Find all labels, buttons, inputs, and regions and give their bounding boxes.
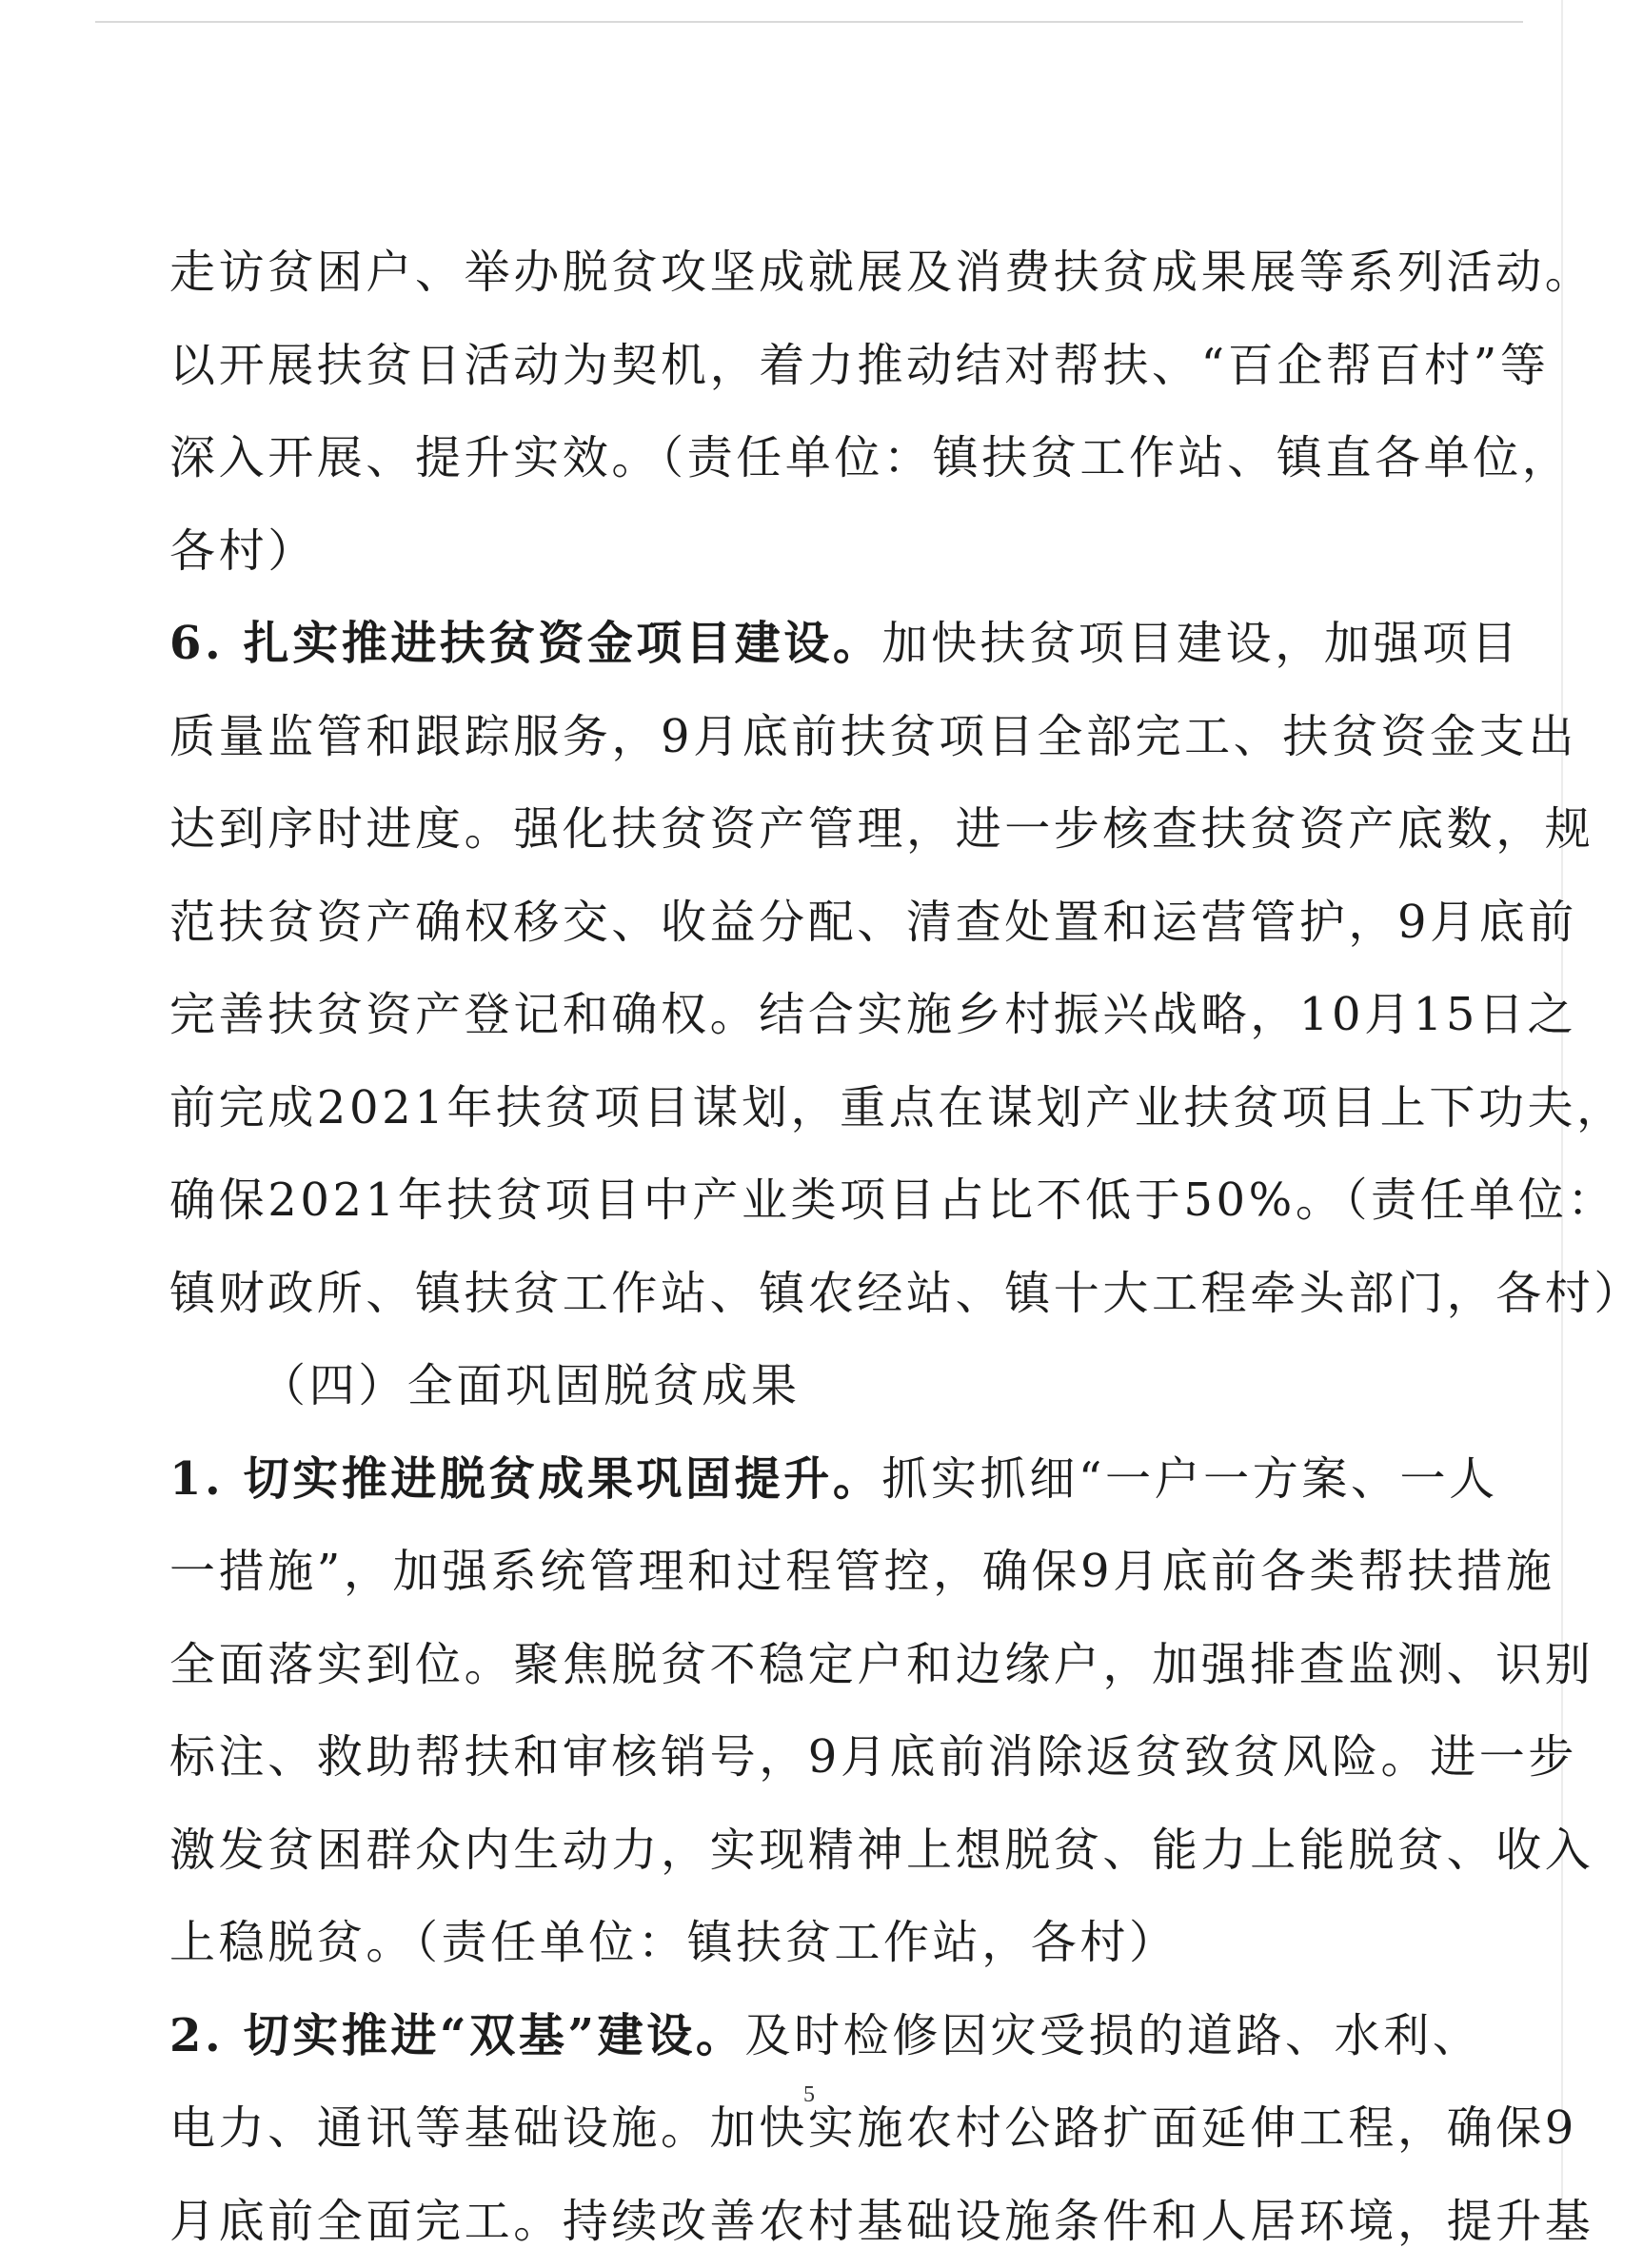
body-line bbox=[169, 1897, 1403, 1990]
item-2-heading: 2. 切实推进“双基”建设。 bbox=[169, 2009, 744, 2062]
body-line bbox=[169, 969, 1403, 1062]
line-text: 标注、救助帮扶和审核销号，9月底前消除返贫致贫风险。进一步 bbox=[169, 1730, 1577, 1784]
section-heading-text: （四）全面巩固脱贫成果 bbox=[260, 1359, 801, 1412]
line-text: 确保2021年扶贫项目中产业类项目占比不低于50%。（责任单位： bbox=[169, 1173, 1616, 1227]
line-text: 一措施”，加强系统管理和过程管控，确保9月底前各类帮扶措施 bbox=[169, 1545, 1554, 1598]
body-line bbox=[169, 505, 1403, 599]
item-6-heading: 6. 扎实推进扶贫资金项目建设。 bbox=[169, 617, 881, 670]
body-line bbox=[169, 1526, 1403, 1619]
body-line bbox=[169, 691, 1403, 784]
body-line bbox=[169, 2176, 1403, 2268]
line-text: 以开展扶贫日活动为契机，着力推动结对帮扶、“百企帮百村”等 bbox=[169, 339, 1549, 392]
line-text: 达到序时进度。强化扶贫资产管理，进一步核查扶贫资产底数，规 bbox=[169, 802, 1594, 856]
line-text: 各村） bbox=[169, 524, 317, 578]
body-line bbox=[169, 1248, 1403, 1341]
line-text: 加快扶贫项目建设，加强项目 bbox=[881, 617, 1520, 670]
line-text: 前完成2021年扶贫项目谋划，重点在谋划产业扶贫项目上下功夫， bbox=[169, 1081, 1626, 1134]
item-2-heading-line bbox=[169, 1990, 1403, 2083]
line-text: 抓实抓细“一户一方案、一人 bbox=[881, 1452, 1497, 1506]
line-text: 走访贫困户、举办脱贫攻坚成就展及消费扶贫成果展等系列活动。 bbox=[169, 246, 1594, 299]
body-line bbox=[169, 1154, 1403, 1248]
item-1-heading-line bbox=[169, 1433, 1403, 1527]
body-line bbox=[169, 783, 1403, 877]
scan-top-edge bbox=[95, 21, 1523, 23]
line-text: 及时检修因灾受损的道路、水利、 bbox=[744, 2009, 1481, 2062]
body-line bbox=[169, 1711, 1403, 1805]
body-line bbox=[169, 227, 1403, 320]
section-heading-4 bbox=[169, 1340, 1403, 1433]
page-number: 5 bbox=[0, 2082, 1618, 2108]
line-text: 深入开展、提升实效。（责任单位：镇扶贫工作站、镇直各单位， bbox=[169, 431, 1571, 484]
line-text: 质量监管和跟踪服务，9月底前扶贫项目全部完工、扶贫资金支出 bbox=[169, 710, 1577, 763]
body-line bbox=[169, 1805, 1403, 1898]
body-line bbox=[169, 1062, 1403, 1155]
document-body bbox=[169, 227, 1403, 2268]
line-text: 镇财政所、镇扶贫工作站、镇农经站、镇十大工程牵头部门，各村） bbox=[169, 1267, 1643, 1320]
item-1-heading: 1. 切实推进脱贫成果巩固提升。 bbox=[169, 1452, 881, 1506]
line-text: 范扶贫资产确权移交、收益分配、清查处置和运营管护，9月底前 bbox=[169, 896, 1577, 949]
line-text: 上稳脱贫。（责任单位：镇扶贫工作站，各村） bbox=[169, 1916, 1178, 1969]
body-line bbox=[169, 412, 1403, 505]
line-text: 激发贫困群众内生动力，实现精神上想脱贫、能力上能脱贫、收入 bbox=[169, 1824, 1594, 1877]
line-text: 全面落实到位。聚焦脱贫不稳定户和边缘户，加强排查监测、识别 bbox=[169, 1638, 1594, 1691]
body-line bbox=[169, 877, 1403, 970]
item-6-heading-line bbox=[169, 598, 1403, 691]
line-text: 完善扶贫资产登记和确权。结合实施乡村振兴战略，10月15日之 bbox=[169, 988, 1576, 1041]
line-text: 月底前全面完工。持续改善农村基础设施条件和人居环境，提升基 bbox=[169, 2195, 1594, 2248]
body-line bbox=[169, 320, 1403, 413]
line-text: 电力、通讯等基础设施。加快实施农村公路扩面延伸工程，确保9 bbox=[169, 2101, 1577, 2155]
body-line bbox=[169, 1619, 1403, 1712]
